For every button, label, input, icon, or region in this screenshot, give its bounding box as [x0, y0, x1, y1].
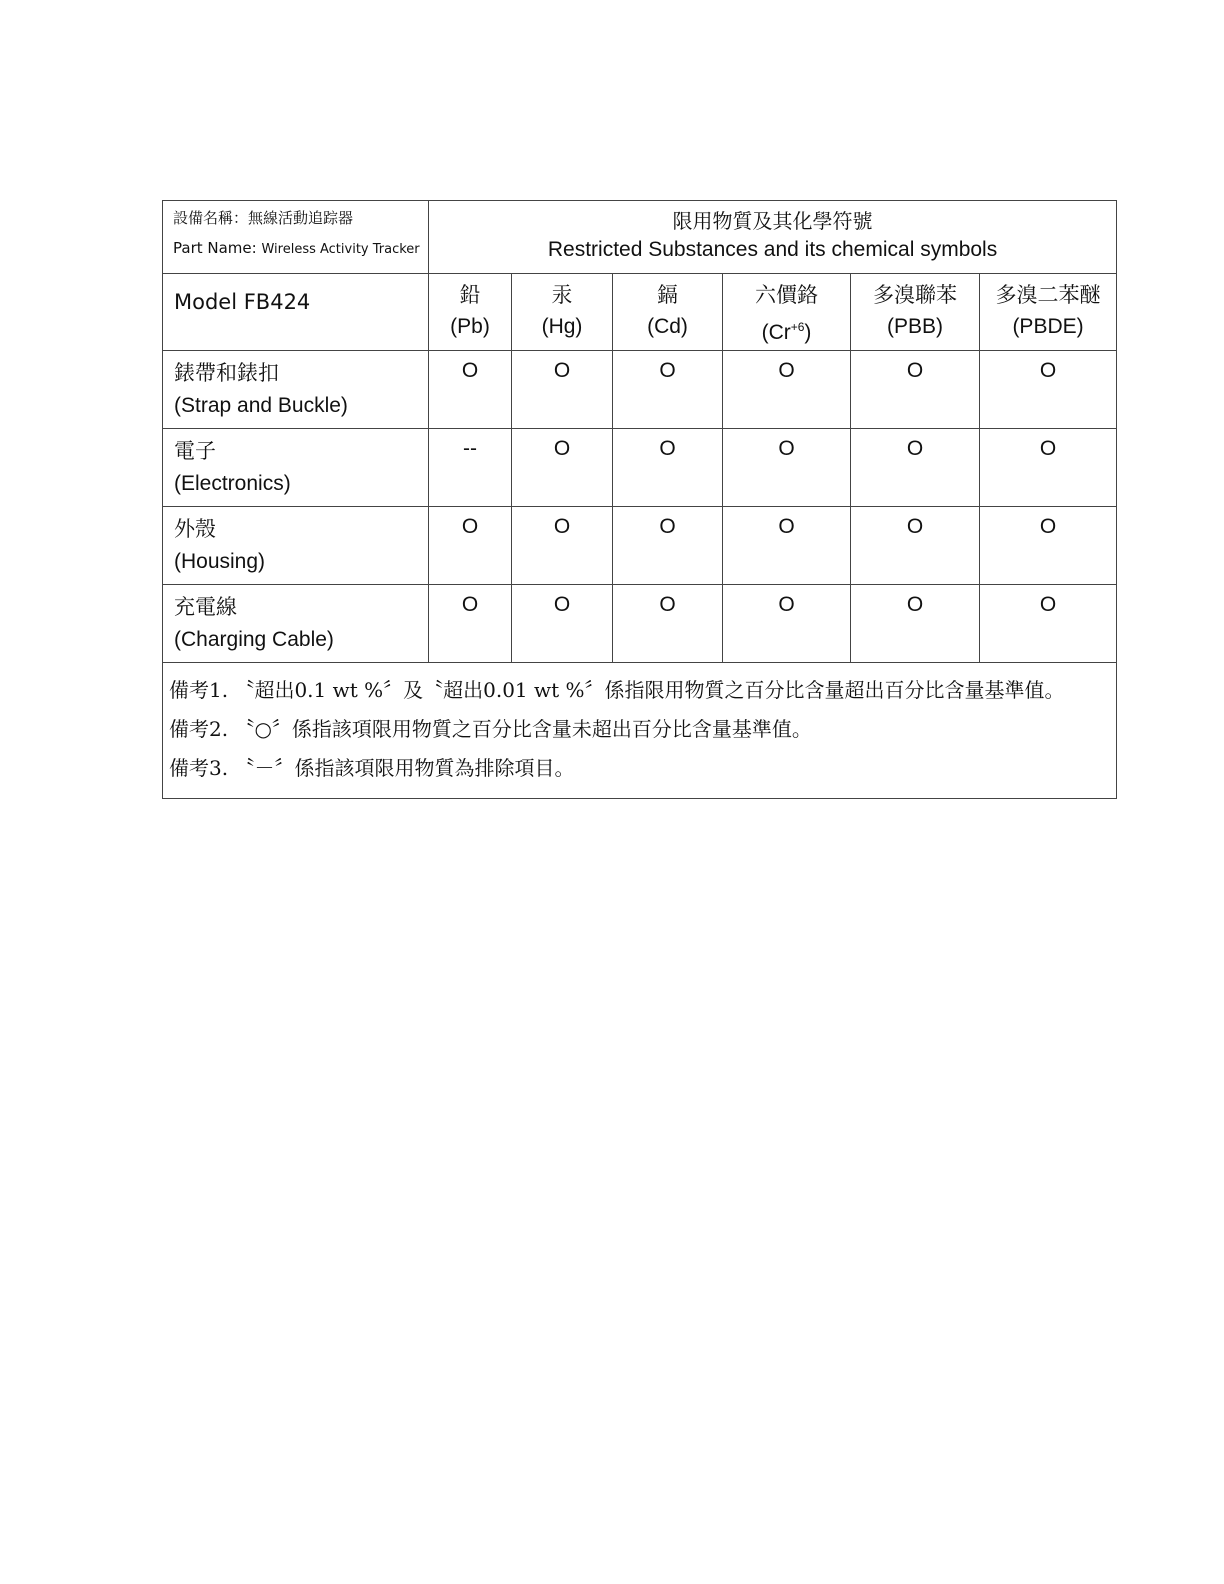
substance-zh: 多溴二苯醚 — [995, 283, 1101, 307]
value-cell: O — [512, 507, 613, 585]
component-row-strap — [163, 351, 1117, 429]
substance-symbol: (Cd) — [647, 315, 688, 338]
component-zh: 外殼 — [174, 517, 216, 541]
value-cell: O — [851, 351, 980, 429]
value-cell: O — [723, 507, 851, 585]
value-cell: O — [613, 585, 723, 663]
component-cell — [163, 351, 429, 429]
value-cell: O — [512, 351, 613, 429]
component-cell — [163, 429, 429, 507]
value-cell: O — [429, 351, 512, 429]
component-en: (Electronics) — [174, 472, 291, 495]
substance-symbol: (PBB) — [886, 315, 943, 338]
substance-symbol — [723, 310, 850, 350]
symbol-end: ) — [804, 321, 812, 344]
substance-zh: 六價鉻 — [755, 283, 818, 307]
value-cell: O — [613, 429, 723, 507]
model-cell: Model FB424 — [163, 274, 429, 351]
substance-zh: 鉛 — [459, 283, 481, 307]
part-name-label: Part Name: — [173, 239, 257, 257]
component-en: (Housing) — [174, 550, 266, 573]
substance-cadmium — [613, 274, 723, 351]
rohs-table — [162, 200, 1117, 799]
restricted-substances-en: Restricted Substances and its chemical symbols — [547, 238, 998, 261]
substance-symbol: (PBDE) — [1012, 315, 1084, 338]
value-cell: O — [512, 585, 613, 663]
component-row-housing — [163, 507, 1117, 585]
notes-cell — [163, 663, 1117, 799]
value-cell: O — [980, 585, 1117, 663]
value-cell: -- — [429, 429, 512, 507]
value-cell: O — [613, 351, 723, 429]
value-cell: O — [980, 429, 1117, 507]
component-cell — [163, 585, 429, 663]
substance-zh: 鎘 — [657, 283, 678, 307]
note-3: 備考3. 〝－〞係指該項限用物質為排除項目。 — [169, 756, 575, 780]
value-cell: O — [980, 351, 1117, 429]
note-2: 備考2. 〝○〞係指該項限用物質之百分比含量未超出百分比含量基準值。 — [169, 717, 812, 741]
component-en: (Strap and Buckle) — [174, 394, 348, 417]
restricted-substances-header — [429, 201, 1117, 274]
value-cell: O — [512, 429, 613, 507]
restricted-substances-zh: 限用物質及其化學符號 — [672, 209, 873, 233]
value-cell: O — [851, 507, 980, 585]
component-en: (Charging Cable) — [174, 628, 334, 651]
notes-row — [163, 663, 1117, 799]
value-cell: O — [851, 585, 980, 663]
value-cell: O — [723, 351, 851, 429]
part-name-cell — [163, 201, 429, 274]
value-cell: O — [429, 585, 512, 663]
component-zh: 充電線 — [174, 595, 237, 619]
value-cell: O — [723, 585, 851, 663]
value-cell: O — [429, 507, 512, 585]
substance-mercury — [512, 274, 613, 351]
component-row-charging-cable — [163, 585, 1117, 663]
substance-zh: 多溴聯苯 — [873, 283, 957, 307]
value-cell: O — [851, 429, 980, 507]
substance-chromium — [723, 274, 851, 351]
part-name-en — [173, 237, 428, 261]
substance-symbol: (Pb) — [450, 315, 490, 338]
symbol-superscript: +6 — [790, 320, 805, 334]
note-1: 備考1. 〝超出0.1 wt %〞及〝超出0.01 wt %〞係指限用物質之百分比含量超出百分比含量基準值。 — [169, 678, 1065, 702]
substance-pbb — [851, 274, 980, 351]
substance-row — [163, 274, 1117, 351]
component-cell — [163, 507, 429, 585]
substance-zh: 汞 — [551, 283, 573, 307]
value-cell: O — [723, 429, 851, 507]
part-name-zh: 設備名稱：無線活動追踪器 — [173, 209, 354, 227]
substance-symbol: (Hg) — [541, 315, 583, 338]
header-row — [163, 201, 1117, 274]
symbol-base: (Cr — [761, 321, 791, 344]
component-zh: 電子 — [174, 439, 216, 463]
substance-pbde — [980, 274, 1117, 351]
value-cell: O — [613, 507, 723, 585]
component-row-electronics — [163, 429, 1117, 507]
value-cell: O — [980, 507, 1117, 585]
part-name-value: Wireless Activity Tracker — [261, 242, 420, 257]
component-zh: 錶帶和錶扣 — [174, 361, 279, 385]
substance-lead — [429, 274, 512, 351]
